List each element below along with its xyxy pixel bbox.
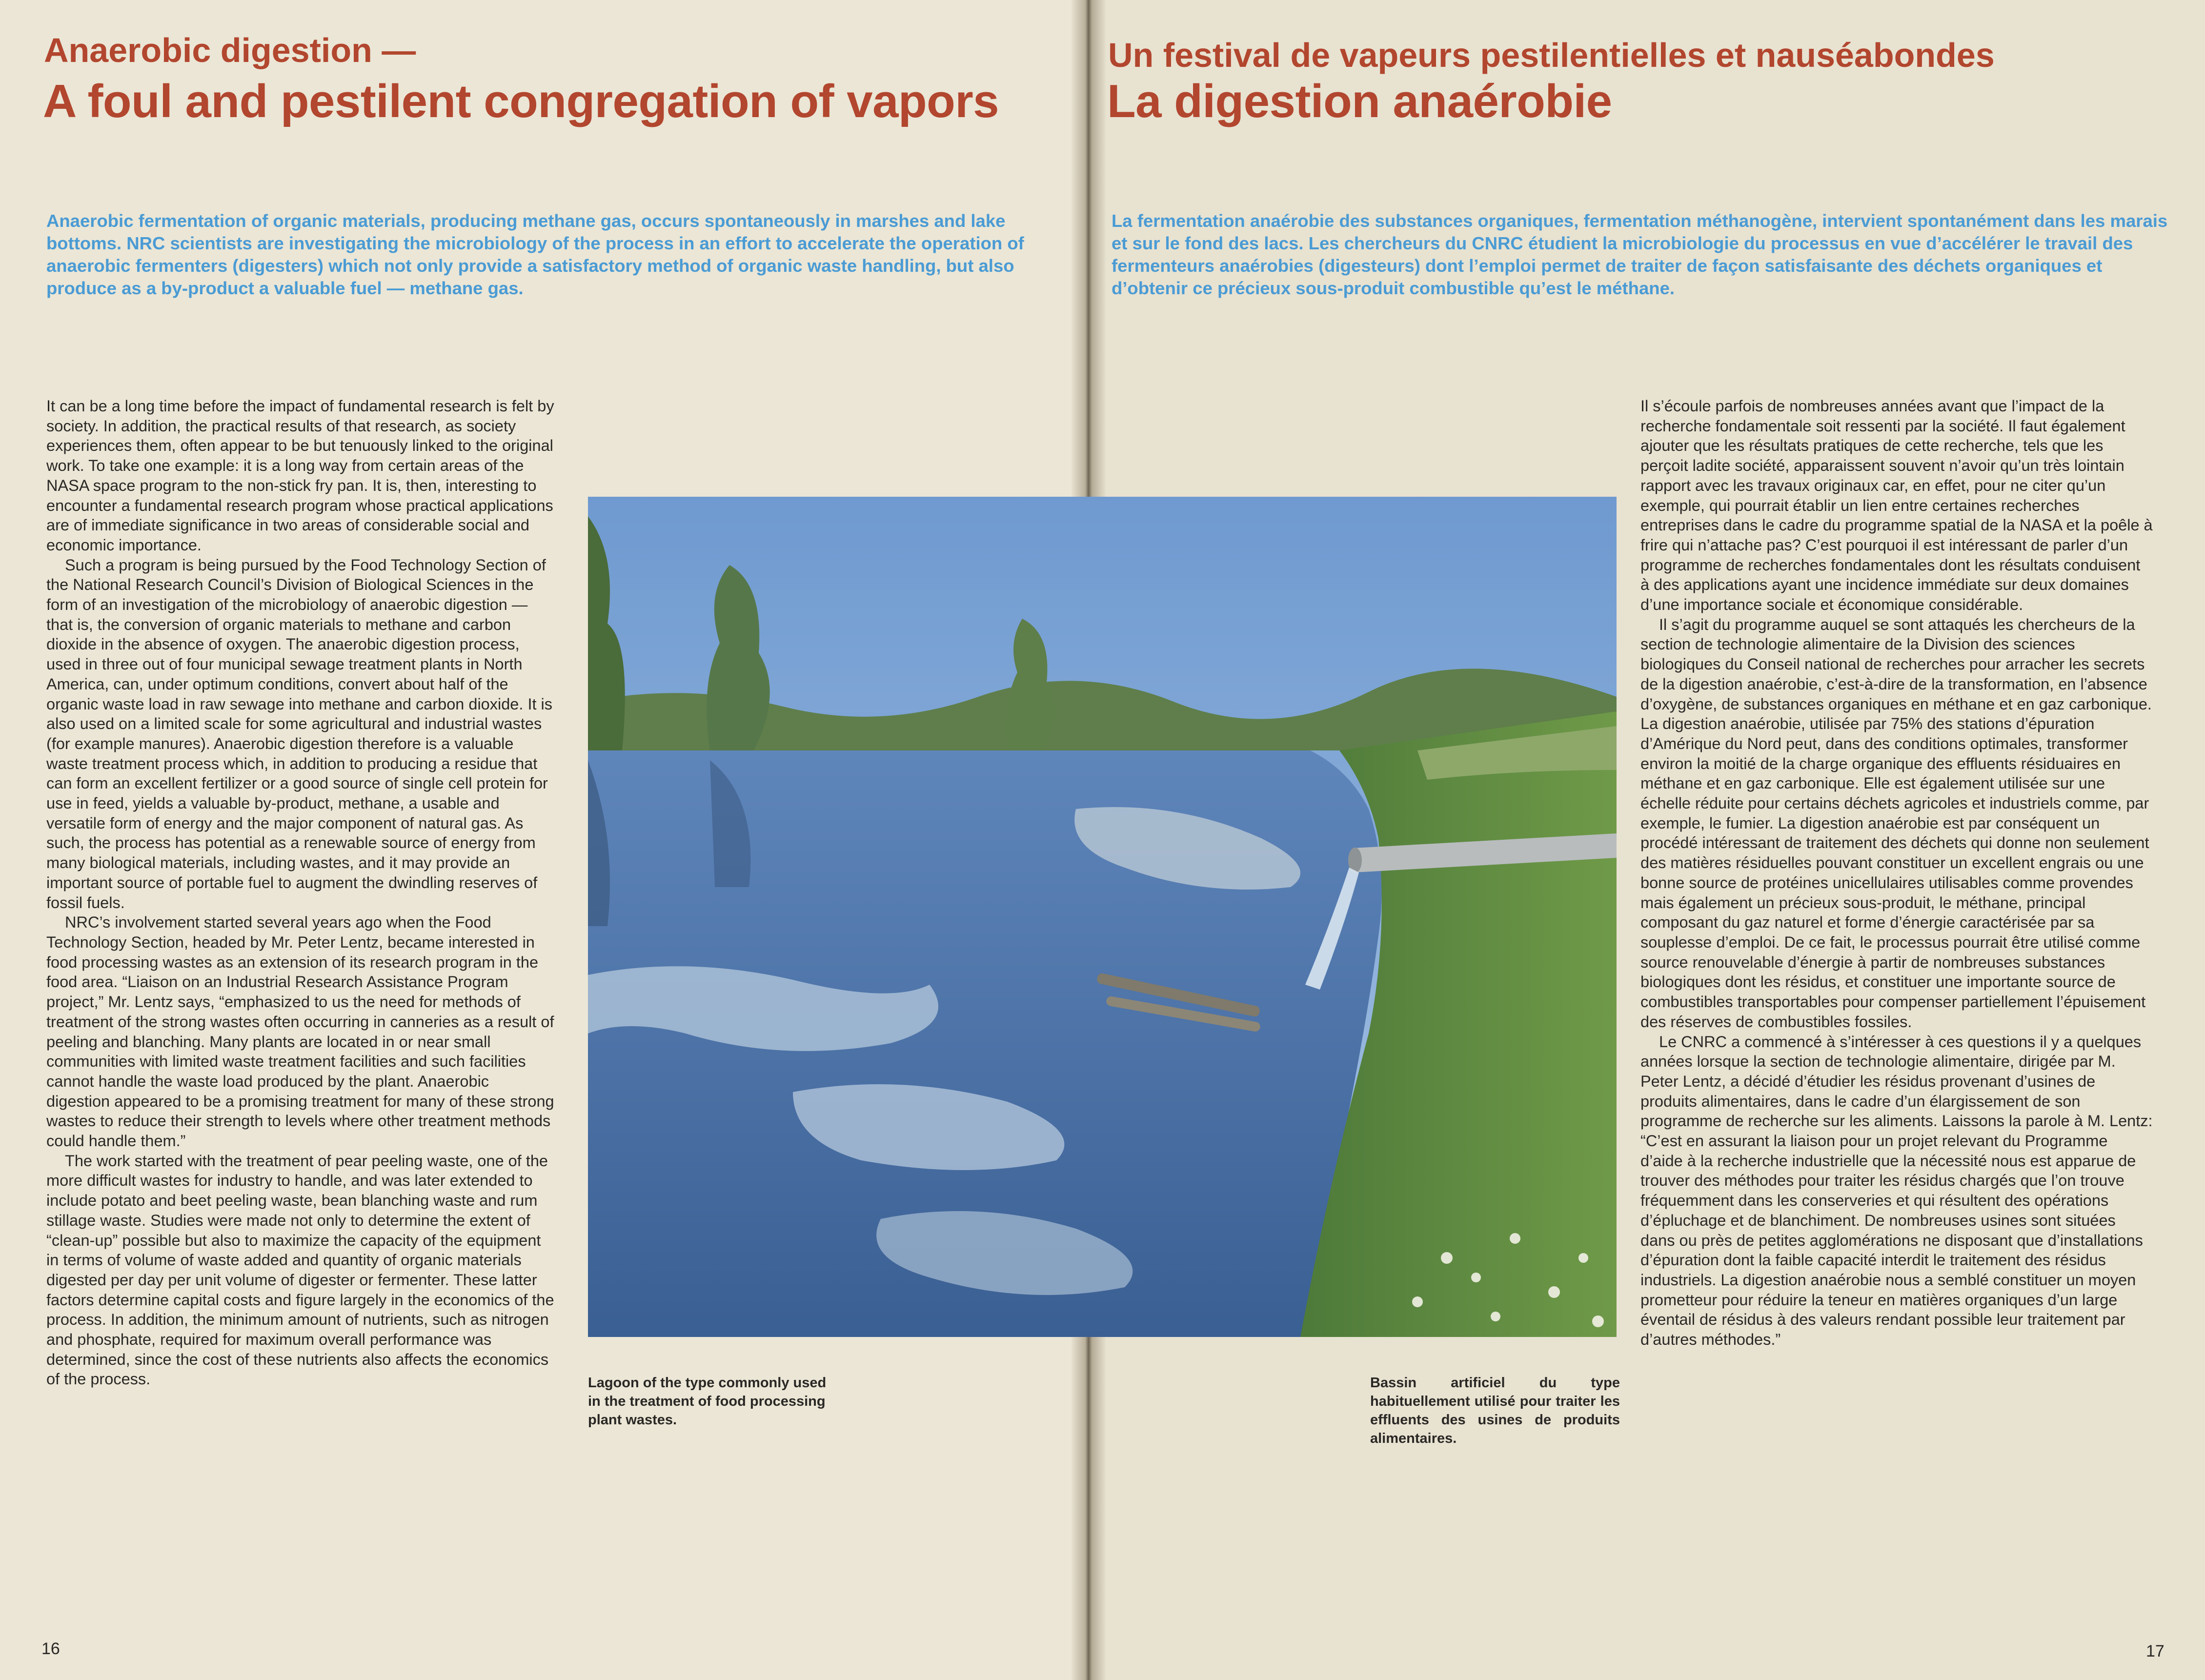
paragraph: Le CNRC a commencé à s’intéresser à ces questions il y a quelques années lorsque la section de technologie alimentaire, dirigée par M. Peter Lentz, a décidé d’étudier les résidus provenant d’usines de produits alimentaires, dans le cadre d’un élargissement de son programme de recherche sur les aliments. Laissons la parole à M. Lentz: “C’est en assurant la liaison pour un projet relevant du Programme d’aide à la recherche industrielle que la nécessité nous est apparue de trouver des méthodes pour traiter les résidus chargés que l’on trouve fréquemment dans les conserveries et qui résultent des opérations d’épluchage et de blanchiment. De nombreuses usines sont situées dans ou près de petites agglomérations ne disposant que d’installations d’épuration dont la faible capacité interdit le traitement des résidus industriels. La digestion anaérobie nous a semblé constituer un moyen prometteur pour réduire la teneur en matières organiques d’un large éventail de résidus à des valeurs rendant possible leur traitement par d’autres méthodes.” [1640, 1032, 2153, 1349]
page-number: 16 [41, 1640, 60, 1658]
paragraph: Il s’agit du programme auquel se sont attaqués les chercheurs de la section de technologie alimentaire de la Division des sciences biologiques du Conseil national de recherches pour arracher les secrets de la digestion anaérobie, c’est-à-dire de la transformation, en l’absence d’oxygène, de substances organiques en méthane et en gaz carbonique. La digestion anaérobie, utilisée par 75% des stations d’épuration d’Amérique du Nord peut, dans des conditions optimales, transformer environ la moitié de la charge organique des effluents résiduaires en méthane et en gaz carbonique. Elle est également utilisée sur une échelle réduite pour certains déchets agricoles et industriels comme, par exemple, le fumier. La digestion anaérobie est par conséquent un procédé intéressant de traitement des déchets qui donne non seulement des matières résiduelles pouvant constituer un excellent engrais ou une bonne source de protéines unicellulaires utilisables comme provendes mais également un précieux sous-produit, le méthane, principal composant du gaz naturel et forme d’énergie caractérisée par sa souplesse d’emploi. De ce fait, le processus pourrait être utilisé comme source renouvelable d’énergie à partir de nombreuses substances biologiques dont les résidus, et constituer une importante source de combustibles transportables pour compenser partiellement l’épuisement des réserves de combustibles fossiles. [1640, 615, 2152, 1031]
lead-en: Anaerobic fermentation of organic materials, producing methane gas, occurs spontaneously in marshes and lake bottoms. NRC scientists are investigating the microbiology of the process in an effort to accelerate the operation of anaerobic fermenters (digesters) which not only provide a satisfactory method of organic waste handling, but also produce as a by-product a valuable fuel — methane gas. [46, 211, 1024, 298]
headline-en: A foul and pestilent congregation of vapors [43, 75, 999, 127]
lagoon-photo [588, 497, 1617, 1337]
paragraph: NRC’s involvement started several years ago when the Food Technology Section, headed by Mr. Peter Lentz, became interested in food processing wastes as an extension of its research program in the food area. “Liaison on an Industrial Research Assistance Program project,” Mr. Lentz says, “emphasized to us the need for methods of treatment of the strong wastes often occurring in canneries as a result of peeling and blanching. Many plants are located in or near small communities with limited waste treatment facilities and such facilities cannot handle the waste load produced by the plant. Anaerobic digestion appeared to be a promising treatment for many of these strong wastes to reduce their strength to levels where other treatment methods could handle them.” [46, 913, 554, 1150]
paragraph: Such a program is being pursued by the Food Technology Section of the National Research Council’s Division of Biological Sciences in the form of an investigation of the microbiology of anaerobic digestion — that is, the conversion of organic materials to methane and carbon dioxide in the absence of oxygen. The anaerobic digestion process, used in three out of four municipal sewage treatment plants in North America, can, under optimum conditions, convert about half of the organic waste load in raw sewage into methane and carbon dioxide. It is also used on a limited scale for some agricultural and industrial wastes (for example manures). Anaerobic digestion therefore is a valuable waste treatment process which, in addition to producing a residue that can form an excellent fertilizer or a good source of single cell protein for use in feed, yields a valuable by-product, methane, a usable and versatile form of energy and the major component of natural gas. As such, the process has potential as a renewable source of energy from many biological materials, including wastes, and it may provide an important source of portable fuel to augment the dwindling reserves of fossil fuels. [46, 556, 553, 911]
paragraph: The work started with the treatment of pear peeling waste, one of the more difficult wastes for industry to handle, and was later extended to include potato and beet peeling waste, bean blanching waste and rum stillage waste. Studies were made not only to determine the extent of “clean-up” possible but also to maximize the capacity of the equipment in terms of volume of waste added and quantity of organic materials digested per day per unit volume of digester or fermenter. These latter factors determine capital costs and figure largely in the economics of the process. In addition, the minimum amount of nutrients, such as nitrogen and phosphate, required for maximum overall performance was determined, since the cost of these nutrients also affects the economics of the process. [46, 1152, 554, 1388]
headline-fr: La digestion anaérobie [1107, 75, 1612, 127]
body-column-en [46, 396, 556, 1389]
photo-caption-fr: Bassin artificiel du type habituellement utilisé pour traiter les effluents des usines de produits alimentaires. [1370, 1375, 1620, 1446]
body-column-fr [1640, 396, 2153, 1350]
page-number: 17 [2146, 1642, 2165, 1660]
paragraph: It can be a long time before the impact of fundamental research is felt by society. In addition, the practical results of that research, as society experiences them, often appear to be but tenuously linked to the original work. To take one example: it is a long way from certain areas of the NASA space program to the non-stick fry pan. It is, then, interesting to encounter a fundamental research program whose practical applications are of immediate significance in two areas of considerable social and economic importance. [46, 397, 554, 554]
kicker-fr: Un festival de vapeurs pestilentielles et nauséabondes [1108, 36, 1995, 74]
lead-fr: La fermentation anaérobie des substances organiques, fermentation méthanogène, intervient spontanément dans les marais et sur le fond des lacs. Les chercheurs du CNRC étudient la microbiologie du processus en vue d’accélérer le travail des fermenteurs anaérobies (digesteurs) dont l’emploi permet de traiter de façon satisfaisante des déchets organiques et d’obtenir ce précieux sous-produit combustible qu’est le méthane. [1112, 211, 2168, 298]
paragraph: Il s’écoule parfois de nombreuses années avant que l’impact de la recherche fondamentale soit ressenti par la société. Il faut également ajouter que les résultats pratiques de cette recherche, tels que les perçoit ladite société, apparaissent souvent n’avoir qu’un très lointain rapport avec les travaux originaux car, en effet, pour ne citer qu’un exemple, qui pourrait établir un lien entre certaines recherches entreprises dans le cadre du programme spatial de la NASA et la poêle à frire qui n’attache pas? C’est pourquoi il est intéressant de parler d’un programme de recherches fondamentales dont les résultats conduisent à des applications ayant une incidence immédiate sur deux domaines d’une importance sociale et économique considérable. [1640, 397, 2153, 614]
photo-caption-en: Lagoon of the type commonly used in the treatment of food processing plant wastes. [588, 1375, 827, 1428]
lagoon-photo-illustration [588, 497, 1617, 1337]
kicker-en: Anaerobic digestion — [44, 31, 416, 69]
